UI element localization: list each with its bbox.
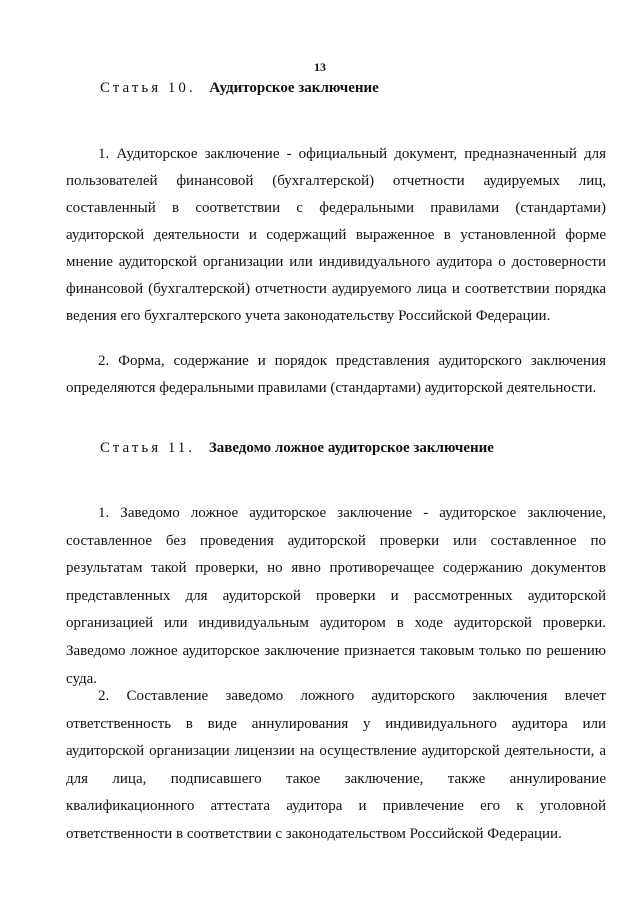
article-11-paragraph-1: 1. Заведомо ложное аудиторское заключение - аудиторское заключение, составленное без проведения аудиторской проверки или составленное по результатам такой проверки, но явно противоречащее содержанию документов представленных для аудиторской проверки и рассмотренных аудиторской организацией или индивидуальным аудитором в ходе аудиторской проверки. Заведомо ложное аудиторское заключение признается таковым только по решению суда.: [66, 505, 606, 687]
article-11-paragraph-2: 2. Составление заведомо ложного аудиторского заключения влечет ответственность в виде аннулирования у индивидуального аудитора или аудиторской организации лицензии на осуществление аудиторской деятельности, а для лица, подписавшего такое заключение, также аннулирование квалификационного аттестата аудитора и привлечение его к уголовной ответственности в соответствии с законодательством Российской Федерации.: [66, 688, 606, 842]
article-11-label: Статья 11.: [100, 440, 196, 456]
article-11-title: Заведомо ложное аудиторское заключение: [208, 440, 494, 456]
article-10-label: Статья 10.: [100, 80, 196, 96]
article-10-heading: [100, 80, 379, 97]
article-10-title: Аудиторское заключение: [209, 80, 379, 96]
article-10-paragraph-2: 2. Форма, содержание и порядок представления аудиторского заключения определяются федеральными правилами (стандартами) аудиторской деятельности.: [66, 353, 606, 396]
page-number: 13: [314, 60, 326, 74]
article-11-heading: [100, 440, 494, 457]
article-10-paragraph-1: 1. Аудиторское заключение - официальный документ, предназначенный для пользователей финансовой (бухгалтерской) отчетности аудируемых лиц, составленный в соответствии с федеральными правилами (стандартами) аудиторской деятельности и содержащий выраженное в установленной форме мнение аудиторской организации или индивидуального аудитора о достоверности финансовой (бухгалтерской) отчетности аудируемого лица и соответствии порядка ведения его бухгалтерского учета законодательству Российской Федерации.: [66, 146, 606, 324]
